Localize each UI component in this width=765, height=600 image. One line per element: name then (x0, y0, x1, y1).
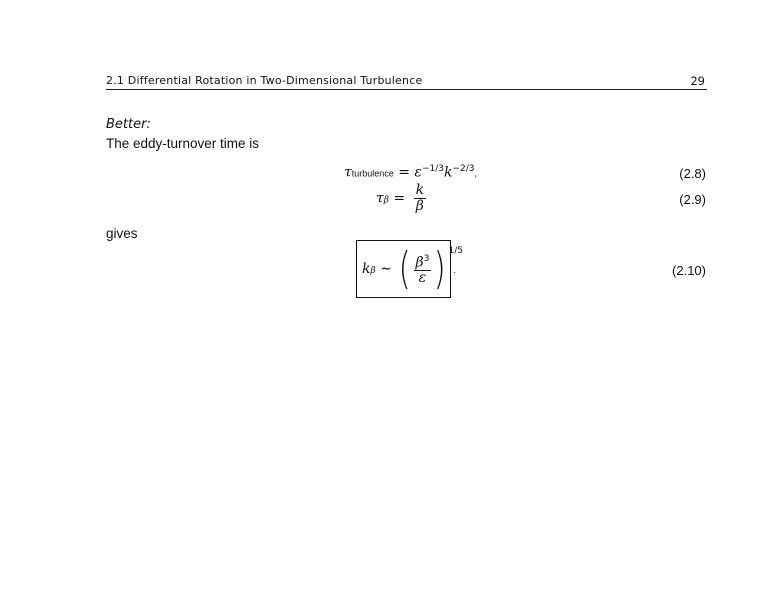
tau-subscript: β (383, 195, 389, 206)
k-symbol: k (443, 164, 453, 181)
k-subscript: β (370, 266, 376, 276)
tau-symbol: τ (344, 164, 352, 181)
epsilon-exponent: −1/3 (421, 164, 444, 174)
fraction-numerator: k (415, 182, 425, 198)
equation-number-2-8: (2.8) (679, 166, 706, 181)
tau-subscript: turbulence (351, 168, 394, 179)
gives-text: gives (106, 226, 138, 241)
equation-number-2-9: (2.9) (679, 192, 706, 207)
fraction-denominator: β (415, 198, 424, 214)
intro-paragraph: The eddy-turnover time is (106, 136, 260, 151)
beta-symbol: β (415, 254, 424, 271)
fraction-k-over-beta (414, 183, 426, 214)
running-head: 2.1 Differential Rotation in Two-Dimensional Turbulence (106, 74, 423, 87)
fraction-beta-cubed-over-epsilon (414, 252, 432, 287)
k-symbol: k (362, 261, 371, 277)
beta-exponent: 3 (423, 253, 430, 264)
epsilon-symbol: ε (414, 164, 422, 181)
equation-2-9 (376, 183, 426, 214)
tau-symbol: τ (376, 190, 384, 207)
outer-exponent: 1/5 (448, 246, 463, 257)
equation-number-2-10: (2.10) (672, 263, 706, 278)
equation-2-10 (362, 243, 463, 294)
k-exponent: −2/3 (452, 164, 475, 174)
equation-2-8 (344, 164, 477, 181)
tilde-relation: ∼ (380, 261, 392, 277)
trailing-comma: , (474, 168, 477, 179)
fraction-denominator: ε (418, 270, 427, 287)
equals-sign: = (393, 190, 406, 207)
right-paren: ) (433, 243, 446, 294)
fraction-numerator (414, 252, 432, 271)
equals-sign: = (398, 164, 410, 181)
trailing-period: . (453, 266, 456, 276)
left-paren: ( (398, 243, 411, 294)
header-rule (106, 89, 707, 90)
page-number: 29 (690, 74, 705, 88)
better-heading: Better: (106, 117, 151, 132)
